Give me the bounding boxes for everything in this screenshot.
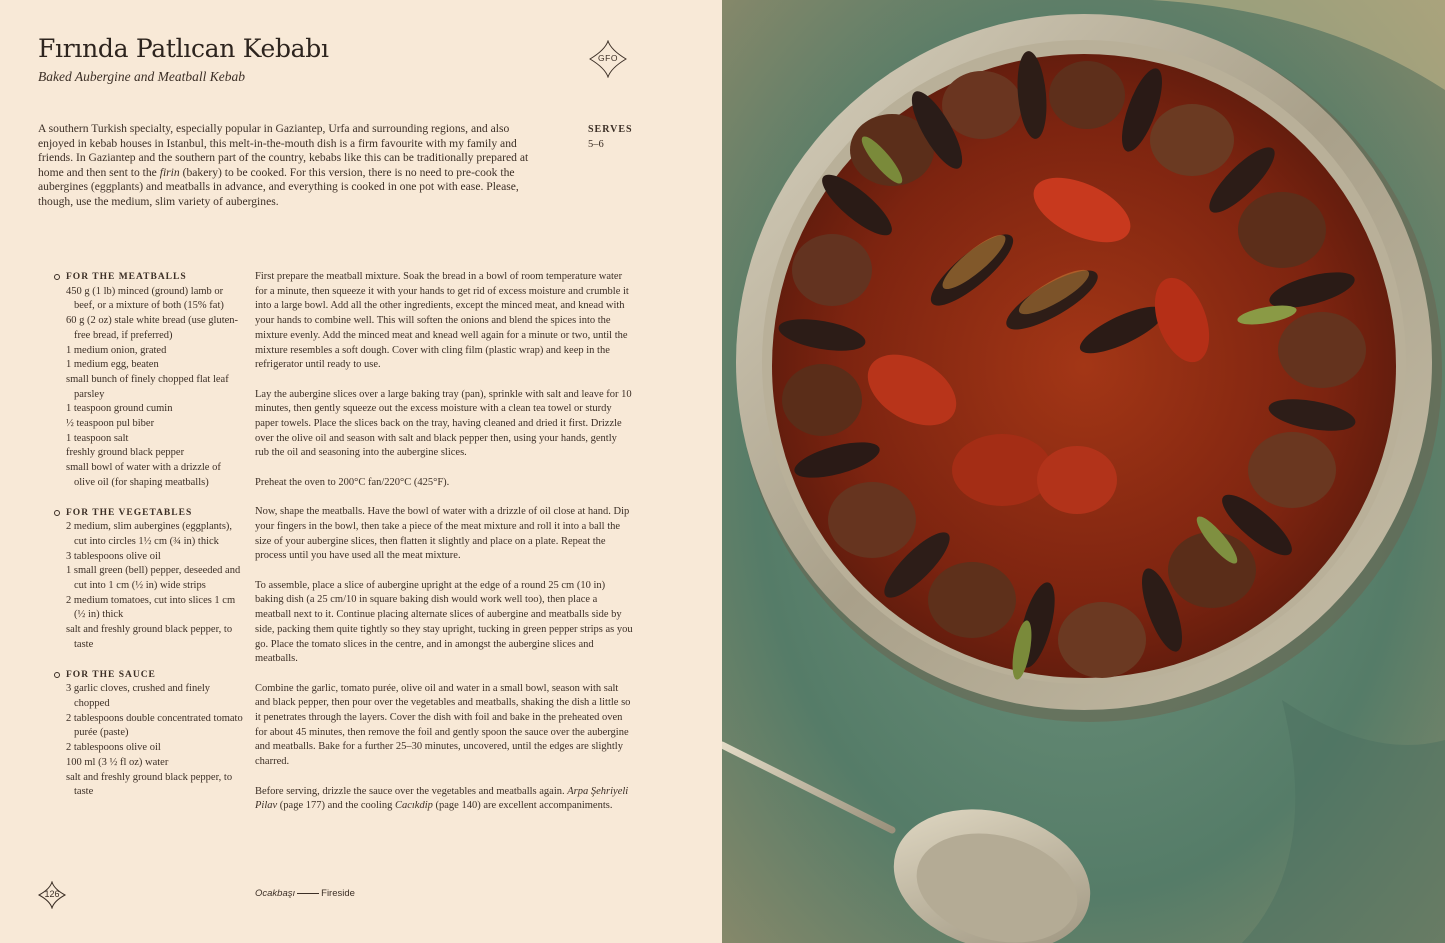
method-step: Before serving, drizzle the sauce over the vegetables and meatballs again. Arpa Şehriyeli Pilav (page 177) and the cooling Cacıkdip (page 140) are excellent accompaniments. — [255, 785, 629, 812]
ingredient-item: 3 tablespoons olive oil — [66, 550, 161, 562]
intro-text-a: A southern Turkish specialty, especially popular in Gaziantep, Urfa and surrounding regions, and also enjoyed in kebab houses in Istanbul, this melt-in-the-mouth dish is a firm favourite with my family and friends. In Gaziantep and the southern part of the country, kebabs like this can be traditionally prepared at home and then sent to the — [38, 122, 529, 179]
section-name-english: Fireside — [321, 888, 355, 899]
footer-rule — [297, 893, 319, 894]
recipe-intro — [38, 122, 548, 210]
intro-text-b: (bakery) to be cooked. For this version, there is no need to pre-cook the aubergines (eggplants) and meatballs in advance, and everything is cooked in one pot with ease. Please, though, use the medium, slim variety of aubergines. — [38, 165, 519, 208]
method-step: To assemble, place a slice of aubergine upright at the edge of a round 25 cm (10 in) baking dish (a 25 cm/10 in square baking dish would work well too), then place a meatball next to it. Continue placing alternate slices of aubergine and meatballs side by side, packing them quite tightly so they stay upright, tucking in green pepper strips as you go. Place the tomato slices in the centre, and in amongst the aubergine slices and meatballs. — [255, 579, 633, 665]
bullet-circle-icon — [54, 672, 60, 678]
dish-photo — [722, 0, 1445, 943]
serves-value: 5–6 — [588, 139, 604, 150]
ingredient-item: freshly ground black pepper — [66, 447, 185, 459]
ingredient-list-sauce — [54, 682, 244, 800]
ingredient-item: small bowl of water with a drizzle of olive oil (for shaping meatballs) — [66, 462, 221, 488]
ingredient-item: 1 teaspoon salt — [66, 432, 129, 444]
intro-text-firin: firin — [159, 165, 180, 179]
ingredient-item: small bunch of finely chopped flat leaf parsley — [66, 373, 229, 400]
method-step: Preheat the oven to 200°C fan/220°C (425°F). — [255, 476, 450, 488]
section-footer — [255, 888, 355, 899]
method-step: Now, shape the meatballs. Have the bowl of water with a drizzle of oil close at hand. Dip your fingers in the bowl, then take a piece of the meat mixture and roll it into a ball the size of your aubergine slices, then flatten it slightly and place on a plate. Repeat the process until you have used all the meat mixture. — [255, 506, 630, 562]
method-step: Combine the garlic, tomato purée, olive oil and water in a small bowl, season with salt and black pepper, then pour over the vegetables and meatballs, shaking the dish a little so it penetrates through the layers. Cover the dish with foil and bake in the preheated oven for about 45 minutes, then remove the foil and gently spoon the sauce over the aubergine and meatballs. Bake for a further 25–30 minutes, uncovered, until the edges are slightly charred. — [255, 682, 631, 768]
ingredient-item: 2 tablespoons olive oil — [66, 742, 161, 754]
badge-label: GFO — [598, 53, 618, 63]
recipe-page — [0, 0, 722, 943]
ingredient-item: 1 medium egg, beaten — [66, 359, 159, 371]
recipe-reference: Arpa Şehriyeli Pilav — [255, 785, 629, 812]
ingredient-list-vegetables — [54, 520, 244, 652]
ingredient-item: 1 medium onion, grated — [66, 344, 167, 356]
ingredient-group-heading: FOR THE MEATBALLS — [54, 270, 244, 285]
ingredient-item: 1 teaspoon ground cumin — [66, 403, 173, 415]
ingredient-item: 450 g (1 lb) minced (ground) lamb or beef, or a mixture of both (15% fat) — [66, 285, 224, 312]
page-number-text: 126 — [44, 889, 60, 899]
recipe-reference: Cacıkdip — [394, 800, 433, 812]
method-step: Lay the aubergine slices over a large baking tray (pan), sprinkle with salt and leave for 10 minutes, then gently squeeze out the excess moisture with a clean tea towel or sturdy paper towels. Place the slices back on the tray, having cleaned and dried it first. Drizzle over the olive oil and season with salt and black pepper then, using your hands, gently rub the oil and seasoning into the aubergine slices. — [255, 388, 632, 459]
ingredient-item: salt and freshly ground black pepper, to taste — [66, 771, 233, 798]
ingredient-item: 1 small green (bell) pepper, deseeded and cut into 1 cm (½ in) wide strips — [66, 565, 241, 592]
method-column — [255, 270, 633, 829]
ingredient-list-meatballs — [54, 285, 244, 491]
ingredient-item: 3 garlic cloves, crushed and finely chopped — [66, 683, 211, 709]
ingredients-column — [54, 270, 244, 800]
method-step: First prepare the meatball mixture. Soak the bread in a bowl of room temperature water for a minute, then squeeze it with your hands to get rid of excess moisture and crumble it into a large bowl. Add all the other ingredients, except the minced meat, and knead with your hands to combine well. This will soften the onions and blend the spices into the mixture evenly. Add the minced meat and knead well again for a minute or two, until the mixture resembles a soft dough. Cover with cling film (plastic wrap) and keep in the refrigerator until ready to use. — [255, 271, 629, 371]
section-name-turkish: Ocakbaşı — [255, 888, 296, 899]
gluten-free-option-badge — [589, 40, 627, 78]
ingredient-item: salt and freshly ground black pepper, to taste — [66, 624, 233, 650]
recipe-title: Fırında Patlıcan Kebabı — [38, 34, 329, 63]
ingredient-item: ½ teaspoon pul biber — [66, 418, 155, 430]
page-number — [38, 881, 66, 909]
ingredient-item: 100 ml (3 ½ fl oz) water — [66, 756, 169, 768]
bullet-circle-icon — [54, 510, 60, 516]
ingredient-item: 60 g (2 oz) stale white bread (use gluten-free bread, if preferred) — [66, 315, 239, 341]
ingredient-item: 2 medium tomatoes, cut into slices 1 cm (½ in) thick — [66, 594, 236, 621]
bullet-circle-icon — [54, 274, 60, 280]
ingredient-group-heading: FOR THE VEGETABLES — [54, 506, 244, 521]
ingredient-item: 2 tablespoons double concentrated tomato purée (paste) — [66, 712, 243, 739]
ingredient-group-heading: FOR THE SAUCE — [54, 668, 244, 683]
ingredient-item: 2 medium, slim aubergines (eggplants), cut into circles 1½ cm (¾ in) thick — [66, 521, 233, 547]
recipe-subtitle: Baked Aubergine and Meatball Kebab — [38, 69, 245, 84]
serves-label: SERVES — [588, 124, 633, 135]
baked-aubergine-dish-image — [722, 0, 1445, 943]
